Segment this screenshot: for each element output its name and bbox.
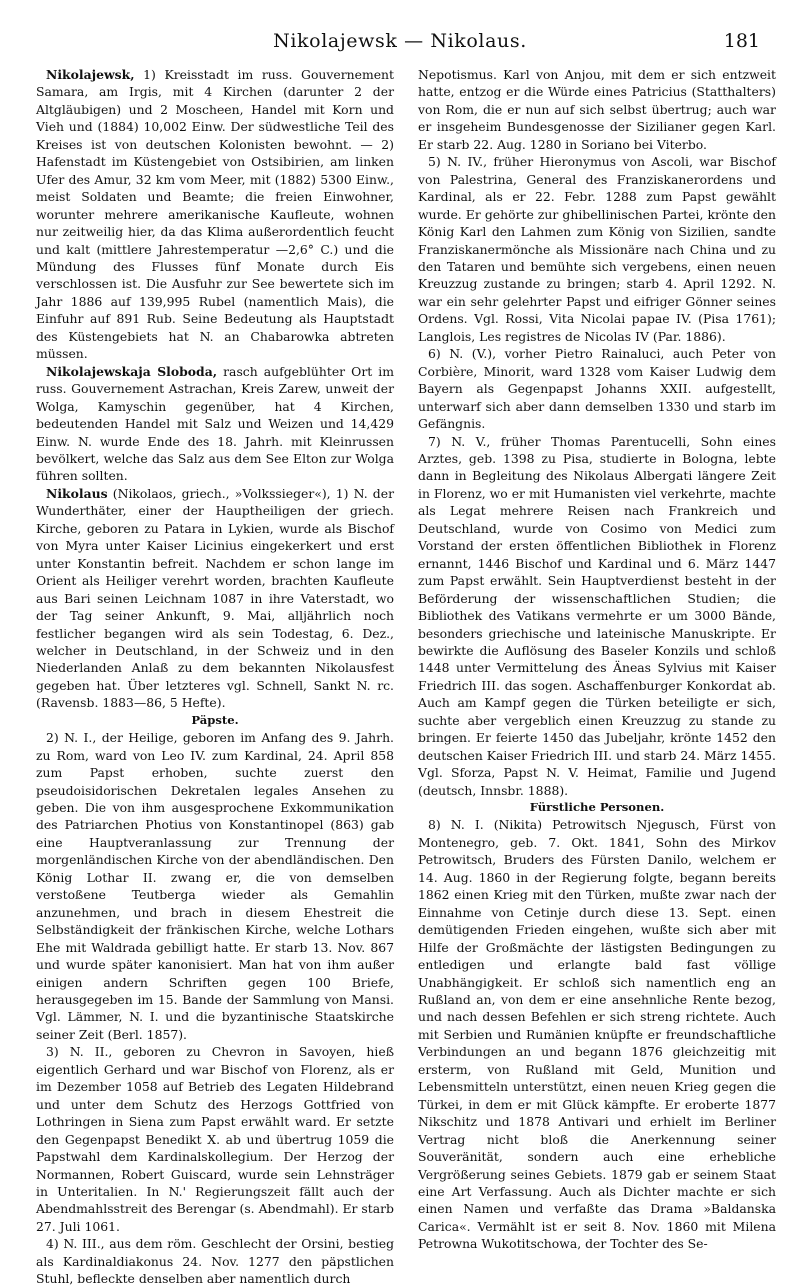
- entry-text: rasch aufgeblühter Ort im russ. Gouvernement Astrachan, Kreis Zarew, unweit der Wolga, Kamyschin gegenüber, hat 4 Kirchen, bedeutenden Handel mit Salz und Weizen und 14,429 Einw. N. wurde Ende des 18. Jahrh. mit Kleinrussen bevölkert, welche das Salz aus dem See Elton zur Wolga führen sollten.: [36, 363, 394, 484]
- entry-text: 7) N. V., früher Thomas Parentucelli, Sohn eines Arztes, geb. 1398 zu Pisa, studierte in Bologna, lebte dann in Begleitung des Nikolaus Albergati längere Zeit in Florenz, wo er mit Humanisten viel verkehrte, machte als Legat mehrere Reisen nach Frankreich und Deutschland, wurde von Cosimo von Medici zum Vorstand der ersten öffentlichen Bibliothek in Florenz ernannt, 1446 Bischof und Kardinal und 6. März 1447 zum Papst erwählt. Sein Hauptverdienst besteht in der Beförderung der wissenschaftlichen Studien; die Bibliothek des Vatikans vermehrte er um 3000 Bände, besonders griechische und lateinische Manuskripte. Er bewirkte die Auflösung des Baseler Konzils und schloß 1448 unter Vermittelung des Äneas Sylvius mit Kaiser Friedrich III. das sogen. Aschaffenburger Konkordat ab. Auch am Kampf gegen die Türken beteiligte er sich, suchte aber vergeblich einen Kreuzzug zu stande zu bringen. Er feierte 1450 das Jubeljahr, krönte 1452 den deutschen Kaiser Friedrich III. und starb 24. März 1455. Vgl. Sforza, Papst N. V. Heimat, Familie und Jugend (deutsch, Innsbr. 1888).: [418, 433, 776, 798]
- entry-paragraph: [418, 816, 776, 1252]
- entry-paragraph: [418, 345, 776, 432]
- text-columns: [36, 66, 776, 1287]
- entry-text: Nepotismus. Karl von Anjou, mit dem er sich entzweit hatte, entzog er die Würde eines Patricius (Statthalters) von Rom, die er nun auf sich selbst übertrug; auch war er insgeheim Bundesgenosse der Sizilianer gegen Karl. Er starb 22. Aug. 1280 in Soriano bei Viterbo.: [418, 67, 776, 152]
- entry-lemma: Nikolajewskaja Sloboda,: [46, 363, 218, 379]
- entry-text: 8) N. I. (Nikita) Petrowitsch Njegusch, Fürst von Montenegro, geb. 7. Okt. 1841, Sohn des Mirkov Petrowitsch, Bruders des Fürsten Danilo, welchem er 14. Aug. 1860 in der Regierung folgte, begann bereits 1862 einen Krieg mit den Türken, mußte zwar nach der Einnahme von Cetinje durch diese 13. Sept. einen demütigenden Frieden eingehen, wußte sich aber mit Hilfe der Großmächte der lästigsten Bedingungen zu entledigen und erlangte bald fast völlige Unabhängigkeit. Er schloß sich namentlich eng an Rußland an, von dem er eine ansehnliche Rente bezog, und nach dessen Befehlen er sich streng richtete. Auch mit Serbien und Rumänien knüpfte er freundschaftliche Verbindungen an und begann 1876 gleichzeitig mit ersterm, von Rußland mit Geld, Munition und Lebensmitteln unterstützt, einen neuen Krieg gegen die Türkei, in dem er mit Glück kämpfte. Er eroberte 1877 Nikschitz und 1878 Antivari und erhielt im Berliner Vertrag nicht bloß die Anerkennung seiner Souveränität, sondern auch eine erhebliche Vergrößerung seines Gebiets. 1879 gab er seinem Staat eine Art Verfassung. Auch als Dichter machte er sich einen Namen und verfaßte das Drama »Baldanska Carica«. Vermählt ist er seit 8. Nov. 1860 mit Milena Petrowna Wukotitschowa, der Tochter des Se-: [418, 817, 776, 1252]
- entry-text: 2) N. I., der Heilige, geboren im Anfang des 9. Jahrh. zu Rom, ward von Leo IV. zum Kardinal, 24. April 858 zum Papst erhoben, suchte zuerst den pseudoisidorischen Dekretalen legales Ansehen zu geben. Die von ihm ausgesprochene Exkommunikation des Patriarchen Photius von Konstantinopel (863) gab eine Hauptveranlassung zur Trennung der morgenländischen Kirche von der abendländischen. Den König Lothar II. zwang er, die von demselben verstoßene Teutberga wieder als Gemahlin anzunehmen, und brach in diesem Ehestreit die Selbständigkeit der fränkischen Kirche, welche Lothars Ehe mit Waldrada gebilligt hatte. Er starb 13. Nov. 867 und wurde später kanonisiert. Man hat von ihm außer einigen andern Schriften gegen 100 Briefe, herausgegeben im 15. Bande der Sammlung von Mansi. Vgl. Lämmer, N. I. und die byzantinische Staatskirche seiner Zeit (Berl. 1857).: [36, 730, 394, 1042]
- entry-lemma: Nikolajewsk,: [46, 67, 135, 82]
- entry-paragraph: [36, 1043, 394, 1235]
- left-column: [36, 66, 394, 1287]
- entry-paragraph: [418, 66, 776, 153]
- entry-paragraph: [36, 66, 394, 363]
- entry-paragraph: [418, 433, 776, 800]
- entry-text: 3) N. II., geboren zu Chevron in Savoyen, hieß eigentlich Gerhard und war Bischof von Florenz, als er im Dezember 1058 auf Betrieb des Legaten Hildebrand und unter dem Schutz des Herzogs Gottfried von Lothringen in Siena zum Papst erwählt ward. Er setzte den Gegenpapst Benedikt X. ab und übertrug 1059 die Papstwahl dem Kardinalskollegium. Der Herzog der Normannen, Robert Guiscard, wurde sein Lehnsträger in Unteritalien. In N.' Regierungszeit fällt auch der Abendmahlsstreit des Berengar (s. Abendmahl). Er starb 27. Juli 1061.: [36, 1044, 394, 1234]
- entry-lemma: Nikolaus: [46, 485, 108, 501]
- entry-paragraph: [36, 1235, 394, 1287]
- section-heading: Fürstliche Personen.: [529, 800, 665, 815]
- page-number: 181: [723, 30, 760, 52]
- right-column: [418, 66, 776, 1266]
- entry-paragraph: [36, 729, 394, 1043]
- entry-text: 6) N. (V.), vorher Pietro Rainaluci, auch Peter von Corbière, Minorit, ward 1328 vom Kaiser Ludwig dem Bayern als Gegenpapst Johanns XXII. aufgestellt, unterwarf sich aber dann demselben 1330 und starb im Gefängnis.: [418, 346, 776, 432]
- page-title: Nikolajewsk — Nikolaus.: [273, 30, 527, 52]
- entry-text: 4) N. III., aus dem röm. Geschlecht der Orsini, bestieg als Kardinaldiakonus 24. Nov. 1277 den päpstlichen Stuhl, befleckte denselben aber namentlich durch: [36, 1236, 394, 1287]
- entry-text: 1) Kreisstadt im russ. Gouvernement Samara, am Irgis, mit 4 Kirchen (darunter 2 der Altgläubigen) und 2 Moscheen, Handel mit Korn und Vieh und (1884) 10,002 Einw. Der südwestliche Teil des Kreises ist von deutschen Kolonisten bewohnt. — 2) Hafenstadt im Küstengebiet von Ostsibirien, am linken Ufer des Amur, 32 km vom Meer, mit (1882) 5300 Einw., meist Soldaten und Beamte; die freien Einwohner, worunter mehrere amerikanische Kaufleute, wohnen nur zeitweilig hier, da das Klima außerordentlich feucht und kalt (mittlere Jahrestemperatur —2,6° C.) und die Mündung des Flusses fünf Monate durch Eis verschlossen ist. Die Ausfuhr zur See bewertete sich im Jahr 1886 auf 139,995 Rubel (namentlich Mais), die Einfuhr auf 891 Rub. Seine Bedeutung als Hauptstadt des Küstengebiets hat N. an Chabarowka abtreten müssen.: [36, 67, 394, 362]
- entry-text: 5) N. IV., früher Hieronymus von Ascoli, war Bischof von Palestrina, General des Franziskanerordens und Kardinal, als er 22. Febr. 1288 zum Papst gewählt wurde. Er gehörte zur ghibellinischen Partei, krönte den König Karl den Lahmen zum König von Sizilien, sandte Franziskanermönche als Missionäre nach China und zu den Tataren und bemühte sich vergebens, einen neuen Kreuzzug zustande zu bringen; starb 4. April 1292. N. war ein sehr gelehrter Papst und eifriger Gönner seines Ordens. Vgl. Rossi, Vita Nicolai papae IV. (Pisa 1761); Langlois, Les registres de Nicolas IV (Par. 1886).: [418, 154, 776, 344]
- entry-paragraph: [418, 153, 776, 345]
- entry-paragraph: [36, 363, 394, 485]
- entry-paragraph: [36, 485, 394, 712]
- section-heading: Päpste.: [191, 712, 239, 727]
- entry-text: (Nikolaos, griech., »Volkssieger«), 1) N. der Wunderthäter, einer der Hauptheiligen der griech. Kirche, geboren zu Patara in Lykien, wurde als Bischof von Myra unter Kaiser Licinius eingekerkert und erst unter Konstantin befreit. Nachdem er schon lange im Orient als Heiliger verehrt worden, brachten Kaufleute aus Bari seinen Leichnam 1087 in ihre Vaterstadt, wo der Tag seiner Ankunft, 9. Mai, alljährlich noch festlicher begangen wird als sein Todestag, 6. Dez., welcher in Deutschland, in der Schweiz und in den Niederlanden Anlaß zu dem bekannten Nikolausfest gegeben hat. Über letzteres vgl. Schnell, Sankt N. rc. (Ravensb. 1883—86, 5 Hefte).: [36, 485, 394, 711]
- running-header: [40, 30, 760, 58]
